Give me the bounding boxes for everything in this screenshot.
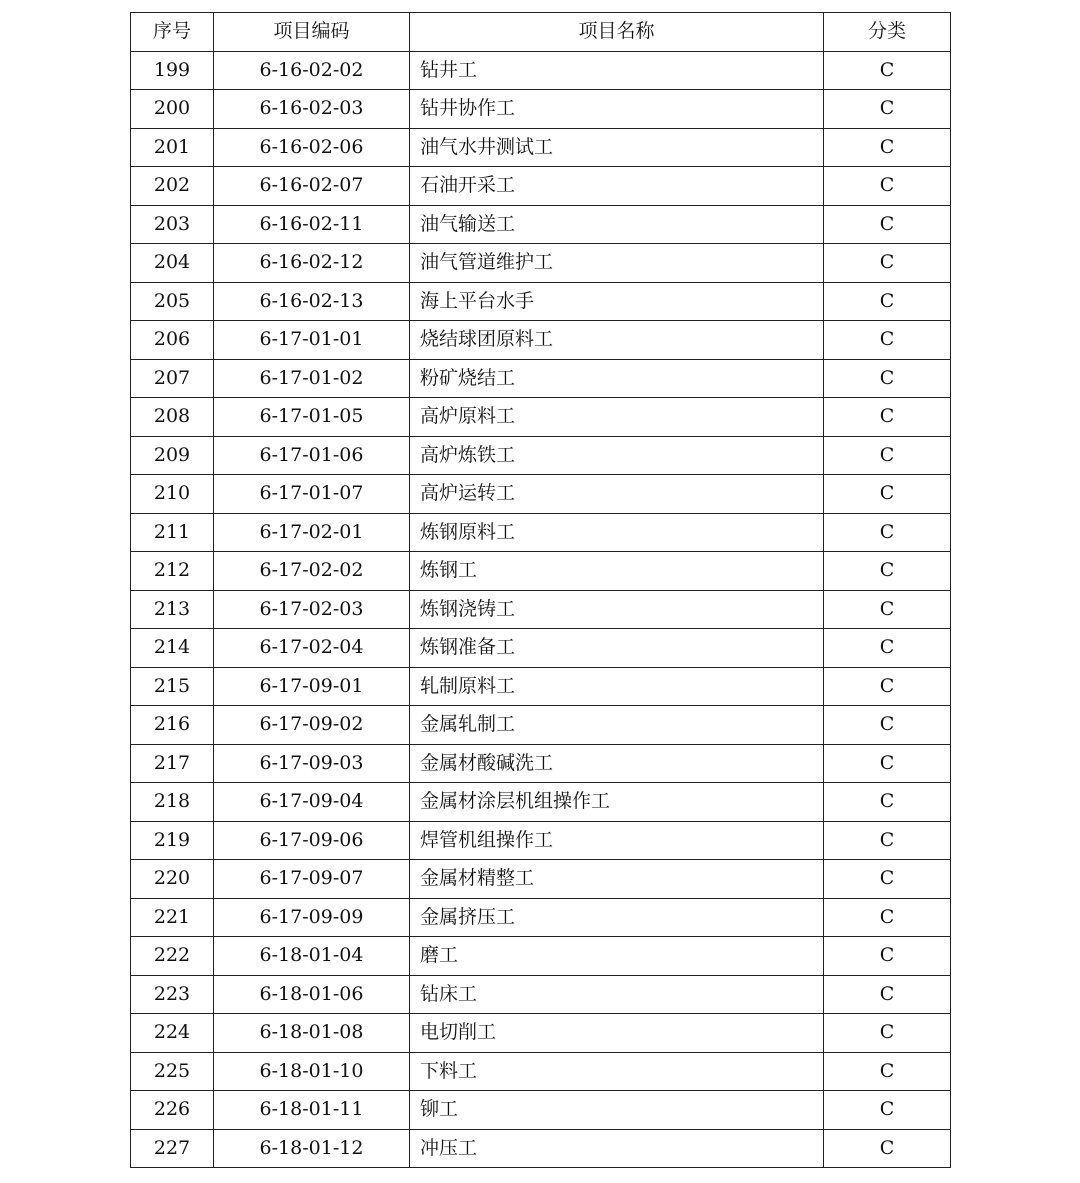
- table-row: [131, 167, 951, 206]
- cell-category: C: [824, 783, 951, 822]
- table-row: [131, 321, 951, 360]
- cell-code: 6-17-01-06: [214, 436, 410, 475]
- cell-name: 炼钢工: [410, 552, 824, 591]
- table-row: [131, 706, 951, 745]
- cell-category: C: [824, 706, 951, 745]
- cell-category: C: [824, 821, 951, 860]
- cell-code: 6-17-01-01: [214, 321, 410, 360]
- cell-code: 6-17-09-09: [214, 898, 410, 937]
- cell-category: C: [824, 321, 951, 360]
- cell-name: 钻井协作工: [410, 90, 824, 129]
- cell-category: C: [824, 513, 951, 552]
- cell-code: 6-18-01-04: [214, 937, 410, 976]
- cell-name: 油气管道维护工: [410, 244, 824, 283]
- cell-seq: 204: [131, 244, 214, 283]
- table-row: [131, 937, 951, 976]
- cell-category: C: [824, 744, 951, 783]
- cell-category: C: [824, 629, 951, 668]
- table-row: [131, 975, 951, 1014]
- cell-category: C: [824, 898, 951, 937]
- cell-seq: 218: [131, 783, 214, 822]
- cell-category: C: [824, 51, 951, 90]
- cell-category: C: [824, 205, 951, 244]
- header-name: 项目名称: [410, 13, 824, 52]
- cell-category: C: [824, 1129, 951, 1168]
- cell-code: 6-17-02-01: [214, 513, 410, 552]
- cell-name: 烧结球团原料工: [410, 321, 824, 360]
- header-code: 项目编码: [214, 13, 410, 52]
- table-row: [131, 513, 951, 552]
- cell-code: 6-17-09-01: [214, 667, 410, 706]
- header-seq: 序号: [131, 13, 214, 52]
- cell-seq: 227: [131, 1129, 214, 1168]
- cell-seq: 208: [131, 398, 214, 437]
- table-row: [131, 436, 951, 475]
- cell-name: 电切削工: [410, 1014, 824, 1053]
- cell-seq: 205: [131, 282, 214, 321]
- cell-seq: 213: [131, 590, 214, 629]
- cell-seq: 216: [131, 706, 214, 745]
- cell-name: 高炉炼铁工: [410, 436, 824, 475]
- cell-category: C: [824, 398, 951, 437]
- cell-category: C: [824, 975, 951, 1014]
- cell-name: 高炉运转工: [410, 475, 824, 514]
- cell-code: 6-18-01-10: [214, 1052, 410, 1091]
- cell-seq: 225: [131, 1052, 214, 1091]
- cell-name: 石油开采工: [410, 167, 824, 206]
- cell-category: C: [824, 244, 951, 283]
- cell-seq: 215: [131, 667, 214, 706]
- cell-code: 6-17-09-04: [214, 783, 410, 822]
- cell-name: 磨工: [410, 937, 824, 976]
- cell-name: 轧制原料工: [410, 667, 824, 706]
- cell-code: 6-16-02-11: [214, 205, 410, 244]
- cell-category: C: [824, 128, 951, 167]
- cell-seq: 223: [131, 975, 214, 1014]
- table-row: [131, 128, 951, 167]
- table-row: [131, 244, 951, 283]
- cell-category: C: [824, 1052, 951, 1091]
- header-row: [131, 13, 951, 52]
- cell-code: 6-18-01-12: [214, 1129, 410, 1168]
- cell-code: 6-17-01-02: [214, 359, 410, 398]
- cell-name: 铆工: [410, 1091, 824, 1130]
- cell-name: 金属材精整工: [410, 860, 824, 899]
- cell-name: 钻床工: [410, 975, 824, 1014]
- cell-name: 炼钢浇铸工: [410, 590, 824, 629]
- cell-name: 海上平台水手: [410, 282, 824, 321]
- cell-name: 金属挤压工: [410, 898, 824, 937]
- cell-category: C: [824, 667, 951, 706]
- cell-name: 钻井工: [410, 51, 824, 90]
- table-row: [131, 783, 951, 822]
- cell-code: 6-16-02-06: [214, 128, 410, 167]
- cell-seq: 224: [131, 1014, 214, 1053]
- table-row: [131, 744, 951, 783]
- cell-code: 6-17-09-02: [214, 706, 410, 745]
- cell-seq: 219: [131, 821, 214, 860]
- cell-category: C: [824, 552, 951, 591]
- cell-name: 金属轧制工: [410, 706, 824, 745]
- cell-seq: 200: [131, 90, 214, 129]
- cell-seq: 220: [131, 860, 214, 899]
- table-row: [131, 1091, 951, 1130]
- cell-name: 高炉原料工: [410, 398, 824, 437]
- cell-code: 6-16-02-13: [214, 282, 410, 321]
- cell-seq: 202: [131, 167, 214, 206]
- table-row: [131, 205, 951, 244]
- table-row: [131, 282, 951, 321]
- cell-seq: 210: [131, 475, 214, 514]
- cell-seq: 206: [131, 321, 214, 360]
- table-row: [131, 1052, 951, 1091]
- cell-code: 6-18-01-08: [214, 1014, 410, 1053]
- cell-name: 金属材酸碱洗工: [410, 744, 824, 783]
- occupation-table: [130, 12, 951, 1168]
- table-body: [131, 51, 951, 1168]
- cell-seq: 201: [131, 128, 214, 167]
- cell-name: 金属材涂层机组操作工: [410, 783, 824, 822]
- cell-code: 6-17-09-06: [214, 821, 410, 860]
- table-row: [131, 1014, 951, 1053]
- cell-category: C: [824, 1091, 951, 1130]
- cell-code: 6-16-02-12: [214, 244, 410, 283]
- cell-name: 焊管机组操作工: [410, 821, 824, 860]
- table-row: [131, 552, 951, 591]
- cell-seq: 209: [131, 436, 214, 475]
- cell-category: C: [824, 475, 951, 514]
- cell-seq: 207: [131, 359, 214, 398]
- cell-category: C: [824, 1014, 951, 1053]
- cell-seq: 221: [131, 898, 214, 937]
- cell-name: 下料工: [410, 1052, 824, 1091]
- cell-code: 6-16-02-02: [214, 51, 410, 90]
- table-row: [131, 51, 951, 90]
- cell-code: 6-17-01-07: [214, 475, 410, 514]
- cell-name: 油气水井测试工: [410, 128, 824, 167]
- table-row: [131, 1129, 951, 1168]
- cell-code: 6-17-02-02: [214, 552, 410, 591]
- table-row: [131, 359, 951, 398]
- table-row: [131, 667, 951, 706]
- cell-code: 6-16-02-03: [214, 90, 410, 129]
- cell-code: 6-18-01-11: [214, 1091, 410, 1130]
- cell-code: 6-18-01-06: [214, 975, 410, 1014]
- cell-category: C: [824, 359, 951, 398]
- cell-seq: 199: [131, 51, 214, 90]
- table-row: [131, 90, 951, 129]
- cell-seq: 226: [131, 1091, 214, 1130]
- cell-category: C: [824, 282, 951, 321]
- table-row: [131, 398, 951, 437]
- cell-seq: 211: [131, 513, 214, 552]
- cell-category: C: [824, 937, 951, 976]
- cell-code: 6-17-01-05: [214, 398, 410, 437]
- cell-seq: 222: [131, 937, 214, 976]
- cell-name: 油气输送工: [410, 205, 824, 244]
- cell-category: C: [824, 167, 951, 206]
- cell-code: 6-17-09-03: [214, 744, 410, 783]
- cell-category: C: [824, 860, 951, 899]
- cell-name: 粉矿烧结工: [410, 359, 824, 398]
- table-header: [131, 13, 951, 52]
- cell-category: C: [824, 90, 951, 129]
- cell-code: 6-17-02-04: [214, 629, 410, 668]
- table-row: [131, 475, 951, 514]
- cell-name: 炼钢原料工: [410, 513, 824, 552]
- header-category: 分类: [824, 13, 951, 52]
- cell-category: C: [824, 436, 951, 475]
- table-row: [131, 821, 951, 860]
- cell-name: 冲压工: [410, 1129, 824, 1168]
- cell-seq: 217: [131, 744, 214, 783]
- cell-seq: 212: [131, 552, 214, 591]
- cell-code: 6-16-02-07: [214, 167, 410, 206]
- cell-name: 炼钢准备工: [410, 629, 824, 668]
- cell-seq: 203: [131, 205, 214, 244]
- table-row: [131, 898, 951, 937]
- table-row: [131, 629, 951, 668]
- cell-code: 6-17-09-07: [214, 860, 410, 899]
- table-row: [131, 860, 951, 899]
- cell-code: 6-17-02-03: [214, 590, 410, 629]
- cell-category: C: [824, 590, 951, 629]
- cell-seq: 214: [131, 629, 214, 668]
- table-row: [131, 590, 951, 629]
